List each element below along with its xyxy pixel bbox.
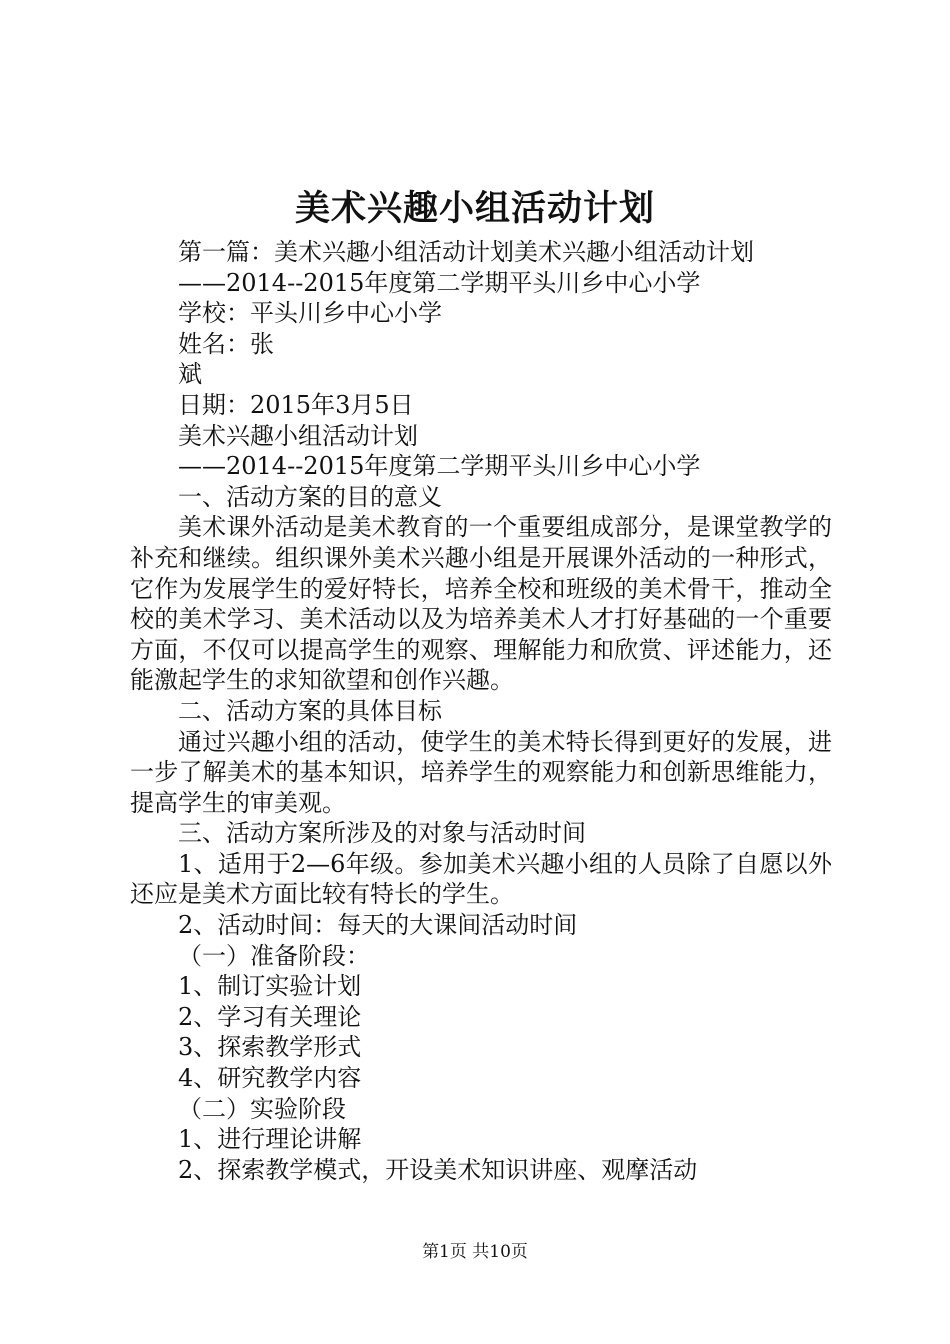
paragraph: 美术课外活动是美术教育的一个重要组成部分，是课堂教学的补充和继续。组织课外美术兴趣小组是开展课外活动的一种形式，它作为发展学生的爱好特长，培养全校和班级的美术骨干，推动全校的美术学习、美术活动以及为培养美术人才打好基础的一个重要方面，不仅可以提高学生的观察、理解能力和欣赏、评述能力，还能激起学生的求知欲望和创作兴趣。 bbox=[130, 513, 832, 695]
section-heading: 一、活动方案的目的意义 bbox=[178, 482, 442, 511]
text-line: （二）实验阶段 bbox=[178, 1094, 346, 1123]
text-line: 姓名：张 bbox=[178, 329, 274, 358]
document-body bbox=[130, 237, 832, 1185]
page-title: 美术兴趣小组活动计划 bbox=[294, 188, 655, 229]
list-item: 1、制订实验计划 bbox=[178, 972, 362, 1001]
text-line: 美术兴趣小组活动计划 bbox=[178, 421, 418, 450]
text-line: 学校：平头川乡中心小学 bbox=[178, 299, 442, 328]
list-item: 1、进行理论讲解 bbox=[178, 1125, 362, 1154]
page-footer: 第1页 共10页 bbox=[422, 1242, 528, 1262]
text-line: 斌 bbox=[178, 360, 202, 389]
section-heading: 三、活动方案所涉及的对象与活动时间 bbox=[178, 819, 586, 848]
text-line: 第一篇：美术兴趣小组活动计划美术兴趣小组活动计划 bbox=[178, 238, 754, 266]
list-item: 2、探索教学模式，开设美术知识讲座、观摩活动 bbox=[178, 1155, 698, 1184]
list-item: 3、探索教学形式 bbox=[178, 1033, 362, 1062]
paragraph: 1、适用于2—6年级。参加美术兴趣小组的人员除了自愿以外还应是美术方面比较有特长的学生。 bbox=[130, 849, 832, 909]
text-line: ——2014--2015年度第二学期平头川乡中心小学 bbox=[178, 268, 701, 297]
text-line: 2、活动时间：每天的大课间活动时间 bbox=[178, 911, 578, 940]
paragraph: 通过兴趣小组的活动，使学生的美术特长得到更好的发展，进一步了解美术的基本知识，培养学生的观察能力和创新思维能力，提高学生的审美观。 bbox=[130, 727, 832, 817]
list-item: 2、学习有关理论 bbox=[178, 1002, 362, 1031]
text-line: 日期：2015年3月5日 bbox=[178, 390, 414, 419]
section-heading: 二、活动方案的具体目标 bbox=[178, 696, 442, 725]
list-item: 4、研究教学内容 bbox=[178, 1064, 362, 1093]
text-line: （一）准备阶段： bbox=[178, 941, 370, 970]
text-line: ——2014--2015年度第二学期平头川乡中心小学 bbox=[178, 452, 701, 481]
